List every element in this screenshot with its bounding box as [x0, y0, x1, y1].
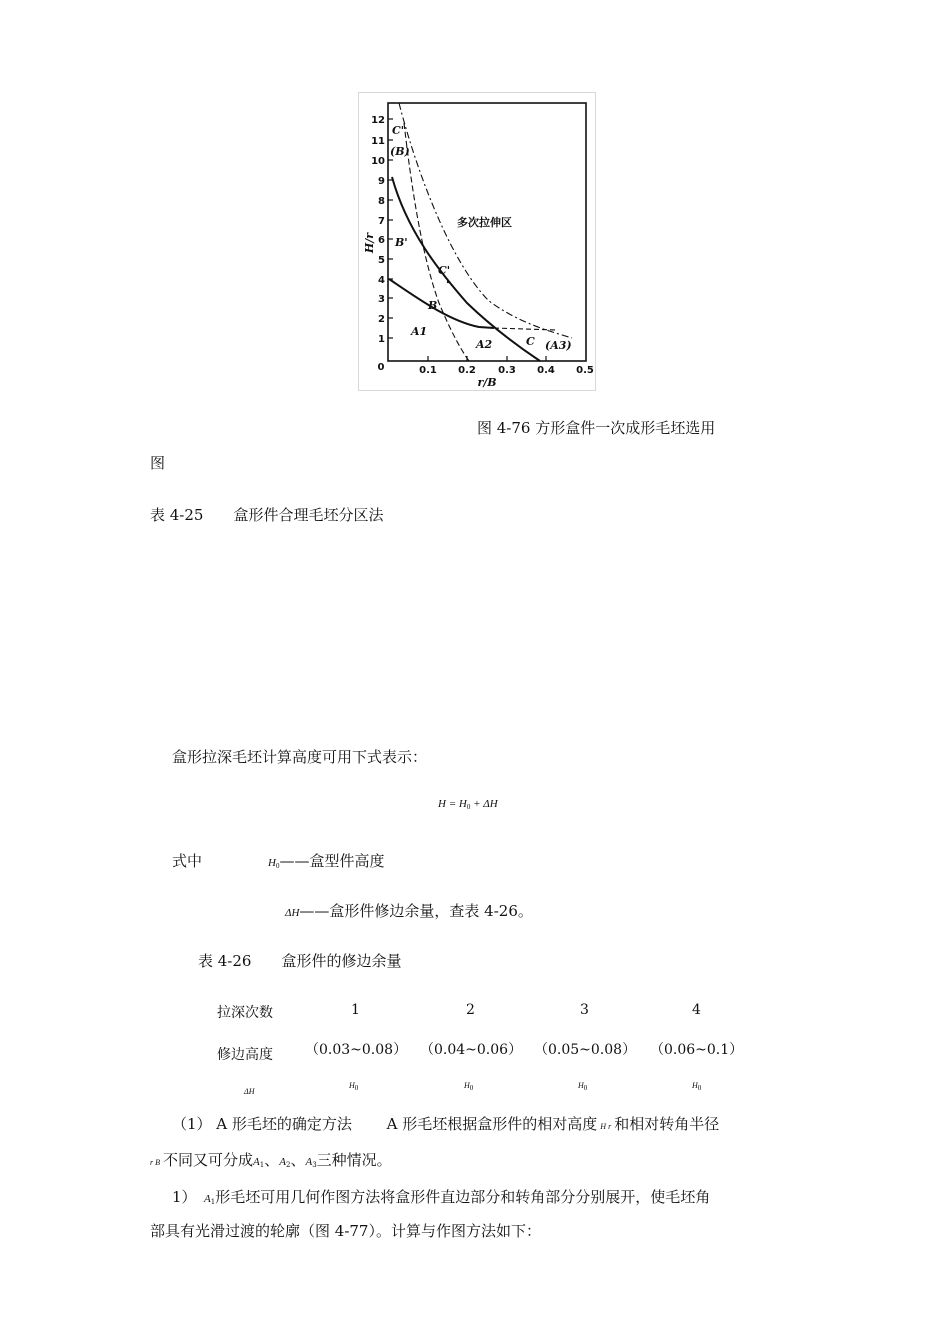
table-426-row3-col3 — [578, 1081, 587, 1092]
para1-text-b: 和相对转角半径 — [614, 1115, 720, 1133]
row3-col1-sym: H — [349, 1081, 355, 1090]
label-a2: A2 — [476, 338, 493, 351]
table-426-row2-col1: （0.03~0.08） — [305, 1042, 408, 1058]
chart-figure — [358, 92, 596, 391]
row3-col4-sym: H — [692, 1081, 698, 1090]
table-426-row1-col3: 3 — [580, 1002, 589, 1018]
formula-h: H — [438, 798, 446, 810]
table-426-row2-col3: （0.05~0.08） — [534, 1042, 637, 1058]
para2-a1-sub: 1 — [210, 1198, 216, 1206]
y-tick-7: 7 — [378, 216, 385, 227]
x-tick-0.3: 0.3 — [498, 365, 516, 376]
para1-sym-rb: r B — [150, 1158, 160, 1167]
y-tick-4: 4 — [378, 275, 385, 286]
table-426-row3-label: ΔH — [244, 1087, 255, 1096]
where-label: 式中 — [172, 852, 203, 870]
table-426-row2-col2: （0.04~0.06） — [420, 1042, 523, 1058]
where-dh-line — [285, 900, 533, 921]
point-mark — [447, 281, 449, 283]
para1-a2: A — [279, 1156, 286, 1168]
figure-caption: 图 4-76 方形盒件一次成形毛坯选用 — [477, 419, 716, 437]
intro-text: 盒形拉深毛坯计算高度可用下式表示： — [172, 748, 428, 766]
formula-h0-sub: 0 — [466, 803, 471, 811]
label-b-prime: B' — [395, 236, 408, 249]
where-dh-desc: ——盒形件修边余量，查表 4-26。 — [299, 902, 533, 920]
row3-col3-sub: 0 — [583, 1084, 588, 1092]
label-c: C — [526, 335, 535, 348]
para1-a3-sub: 3 — [312, 1161, 317, 1169]
para1-line2-text-a: 不同又可分成 — [163, 1151, 254, 1169]
para1-sym-hr: H r — [600, 1122, 612, 1131]
para1-line2 — [150, 1149, 392, 1170]
row3-col2-sub: 0 — [469, 1084, 474, 1092]
y-tick-2: 2 — [378, 314, 385, 325]
table-426-row1-label: 拉深次数 — [217, 1005, 273, 1021]
x-tick-0.1: 0.1 — [419, 365, 437, 376]
formula-plus: + ΔH — [470, 798, 498, 810]
y-tick-9: 9 — [378, 176, 385, 187]
para1-sep2: 、 — [290, 1151, 306, 1169]
para1-text-a: （1） A 形毛坯的确定方法 A 形毛坯根据盒形件的相对高度 — [172, 1115, 598, 1133]
row3-col1-sub: 0 — [354, 1084, 359, 1092]
y-tick-6: 6 — [378, 235, 385, 246]
para2-line2: 部具有光滑过渡的轮廓（图 4-77）。计算与作图方法如下： — [150, 1222, 541, 1240]
table-426-row2-col4: （0.06~0.1） — [650, 1042, 744, 1058]
where-h0-sub: 0 — [275, 862, 280, 870]
y-tick-1: 1 — [378, 334, 385, 345]
y-tick-12: 12 — [371, 115, 385, 126]
label-a1: A1 — [411, 325, 428, 338]
y-axis-label: H/r — [363, 232, 376, 254]
chart-svg — [359, 93, 595, 390]
table-426-title: 表 4-26 盒形件的修边余量 — [198, 952, 402, 970]
x-axis-label: r/B — [477, 376, 497, 389]
formula — [438, 798, 498, 811]
y-tick-8: 8 — [378, 196, 385, 207]
where-h0-desc: ——盒型件高度 — [279, 852, 385, 870]
figure-caption-continued: 图 — [150, 454, 166, 472]
x-tick-0.5: 0.5 — [576, 365, 594, 376]
para2-a1: A — [204, 1193, 211, 1205]
formula-h0: H — [458, 798, 467, 810]
curve-a-boundary — [389, 279, 494, 328]
y-tick-0: 0 — [377, 362, 385, 373]
where-h0-line — [268, 850, 384, 871]
para1-a3: A — [305, 1156, 313, 1168]
row3-col4-sub: 0 — [697, 1084, 702, 1092]
para1-line1 — [172, 1113, 719, 1134]
where-h0-symbol: H — [268, 857, 276, 869]
para1-line2-text-b: 三种情况。 — [316, 1151, 392, 1169]
label-c-prime-mid: C' — [438, 264, 451, 277]
para1-a1-sub: 1 — [259, 1161, 265, 1169]
para2-text: 形毛坯可用几何作图方法将盒形件直边部分和转角部分分别展开，使毛坯角 — [215, 1188, 711, 1206]
where-dh-symbol: ΔH — [285, 907, 300, 919]
table-425-title: 表 4-25 盒形件合理毛坯分区法 — [150, 506, 384, 524]
label-c-prime-top: C' — [392, 124, 405, 137]
table-426-row1-col4: 4 — [692, 1002, 701, 1018]
para2-prefix: 1） — [172, 1188, 205, 1206]
y-tick-11: 11 — [371, 136, 385, 147]
table-426-row2-label: 修边高度 — [217, 1047, 273, 1063]
para1-sep1: 、 — [264, 1151, 280, 1169]
table-426-row3-col4 — [692, 1081, 701, 1092]
y-tick-3: 3 — [378, 294, 385, 305]
label-a3: (A3) — [545, 339, 572, 352]
table-426-row3-col2 — [464, 1081, 473, 1092]
para1-a1: A — [253, 1156, 260, 1168]
para1-a2-sub: 2 — [285, 1161, 291, 1169]
zone-label: 多次拉伸区 — [457, 216, 512, 229]
row3-col2-sym: H — [464, 1081, 470, 1090]
table-426-row1-col2: 2 — [466, 1002, 475, 1018]
para2-line1 — [172, 1186, 710, 1207]
table-426-row3-col1 — [349, 1081, 358, 1092]
formula-eq: = — [445, 798, 459, 810]
x-tick-0.2: 0.2 — [458, 365, 476, 376]
label-b-paren: (B) — [390, 145, 410, 158]
table-426-row1-col1: 1 — [351, 1002, 360, 1018]
row3-col3-sym: H — [578, 1081, 584, 1090]
y-tick-10: 10 — [371, 156, 385, 167]
line-dashed-horizontal — [494, 328, 557, 330]
x-tick-0.4: 0.4 — [537, 365, 555, 376]
label-b: B — [428, 299, 438, 312]
y-tick-5: 5 — [378, 255, 385, 266]
